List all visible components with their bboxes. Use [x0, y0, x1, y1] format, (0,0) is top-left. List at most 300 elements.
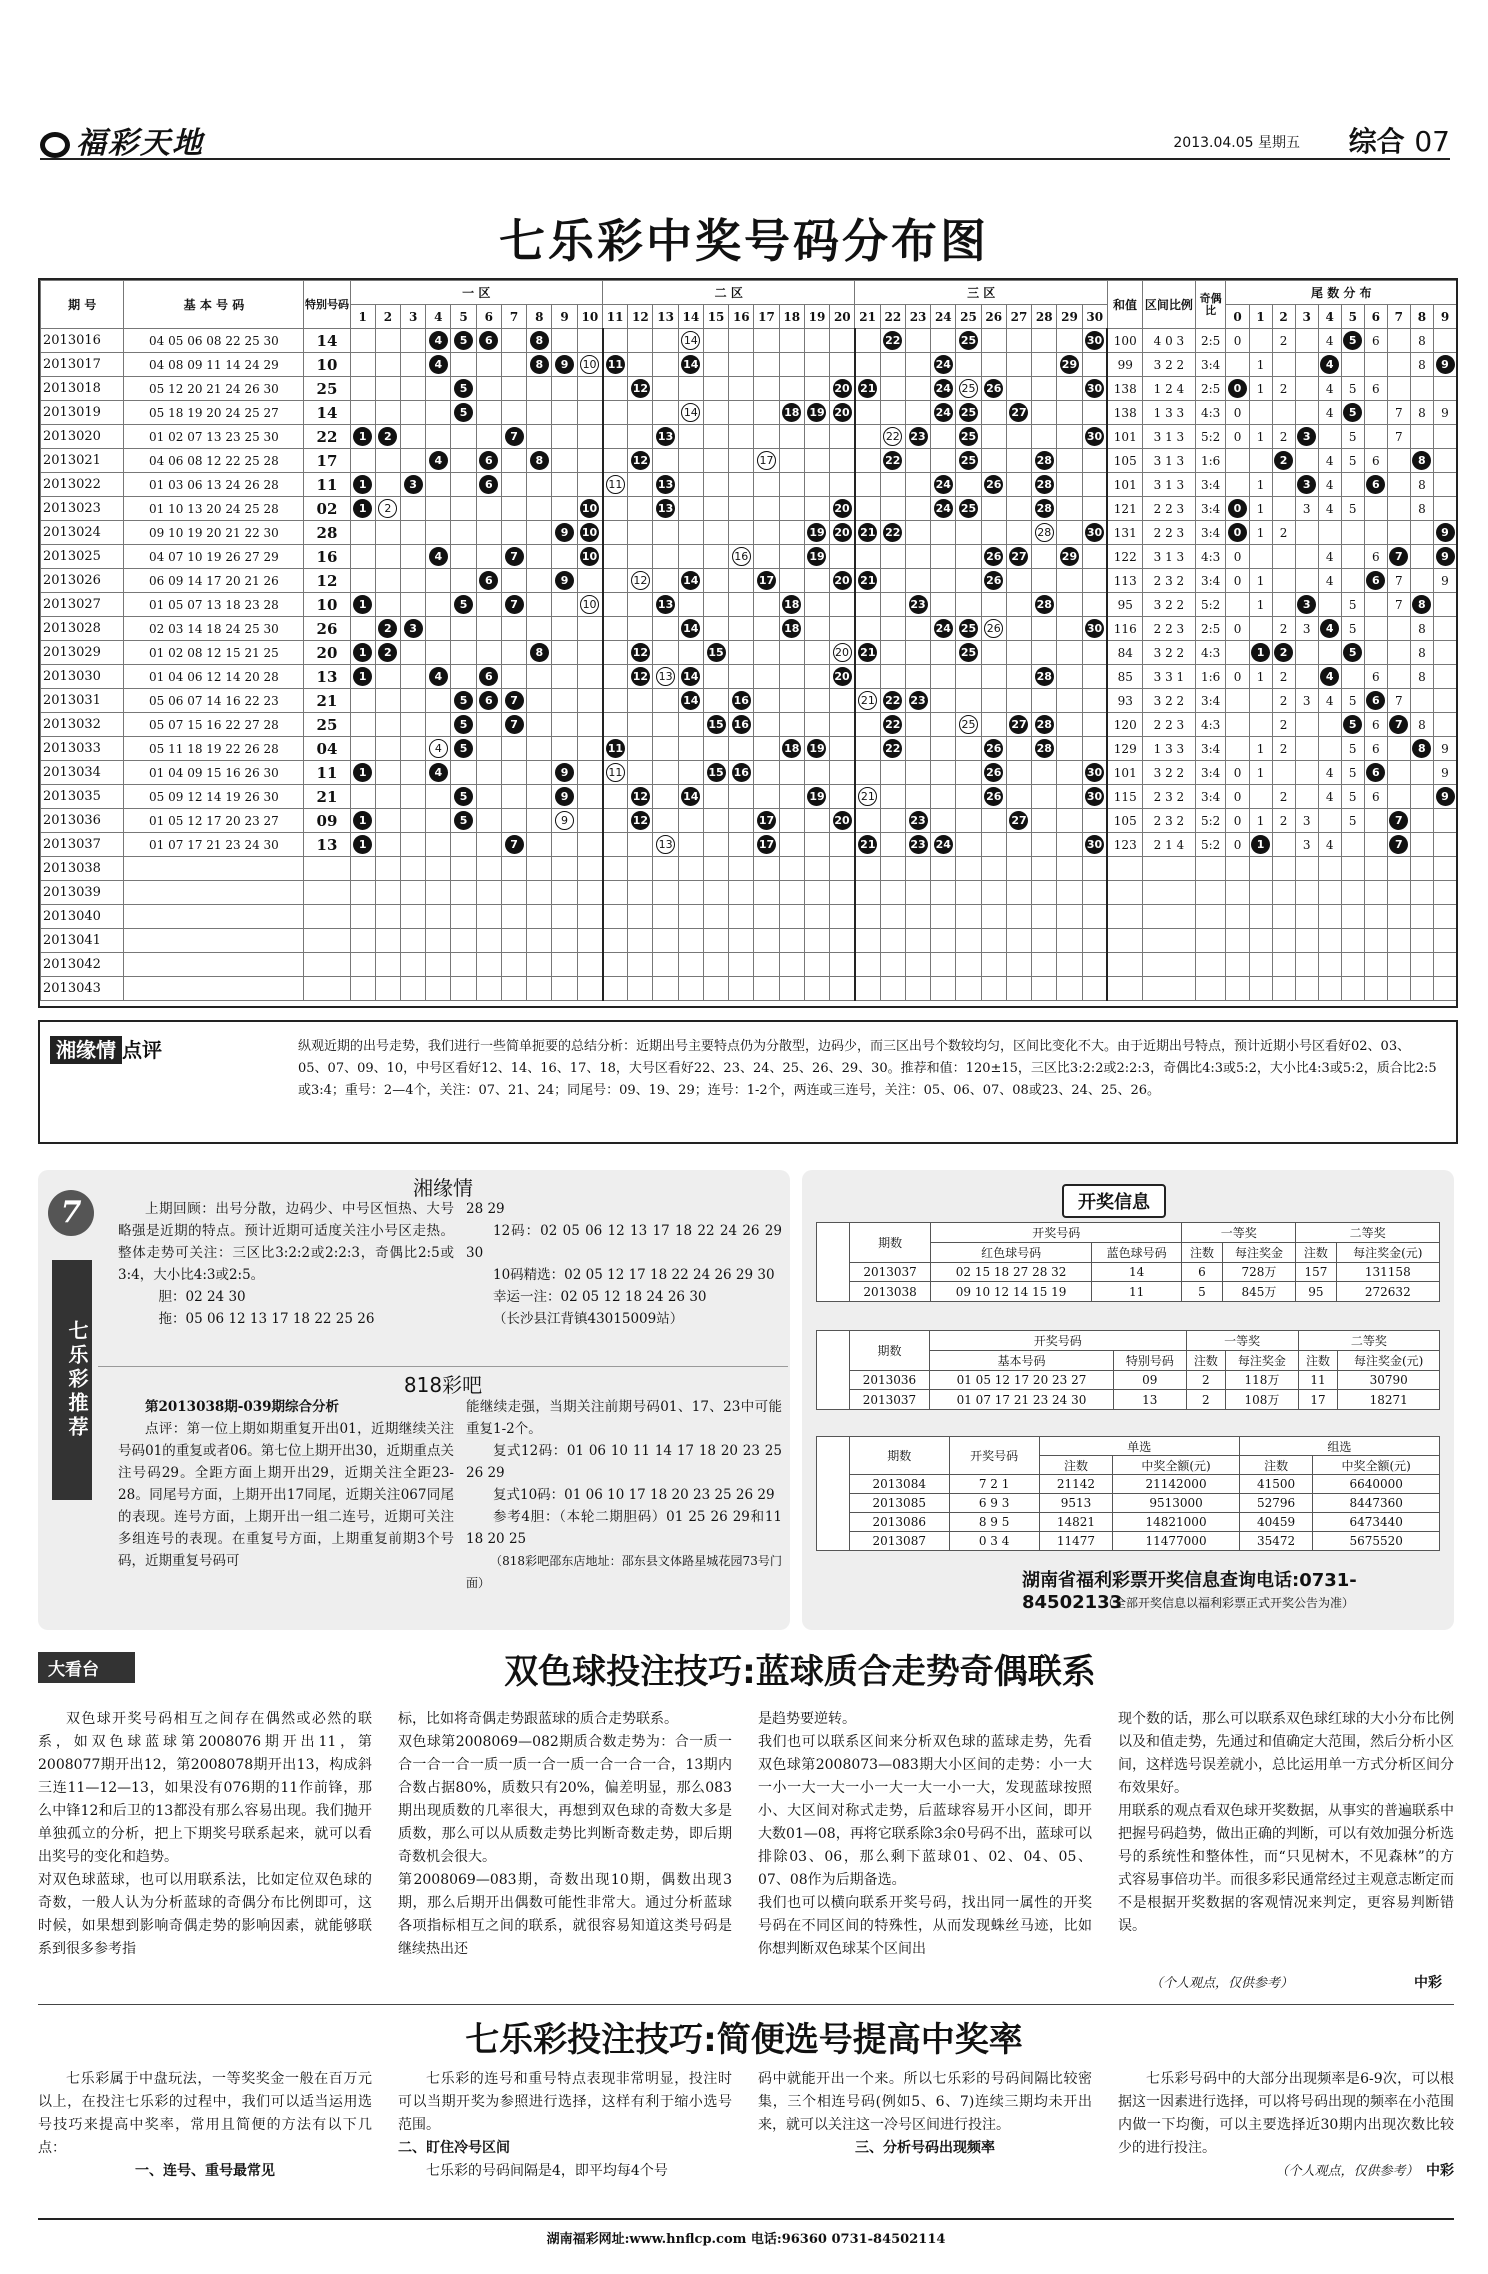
xyq-title: 湘缘情 [413, 1176, 473, 1200]
panel-side-label: 七乐彩推荐 [52, 1260, 92, 1500]
number-cell [855, 809, 880, 833]
col-tail: 尾 数 分 布 [1226, 281, 1457, 305]
tail-cell: 6 [1364, 329, 1387, 353]
draw-row [41, 329, 1457, 353]
tail-cell [1433, 497, 1456, 521]
drawn-ball-icon: 4 [429, 355, 448, 374]
drawn-ball-icon: 7 [505, 547, 524, 566]
number-cell [905, 977, 930, 1001]
odd-even-cell: 3:4 [1195, 689, 1226, 713]
drawn-ball-icon: 24 [934, 619, 953, 638]
number-cell [1032, 353, 1057, 377]
number-cell [754, 833, 779, 857]
drawn-ball-icon: 28 [1035, 451, 1054, 470]
tail-cell [1341, 401, 1364, 425]
sum-cell: 84 [1107, 641, 1142, 665]
number-cell [779, 617, 804, 641]
tail-cell: 2 [1272, 617, 1295, 641]
number-cell [678, 977, 703, 1001]
number-cell [1057, 857, 1082, 881]
number-cell [804, 545, 829, 569]
number-cell [653, 617, 678, 641]
tail-cell [1387, 713, 1410, 737]
number-cell [476, 353, 501, 377]
tail-cell [1272, 569, 1295, 593]
number-cell [628, 617, 653, 641]
number-cell [931, 545, 956, 569]
zone-ratio-cell: 1 3 3 [1143, 737, 1196, 761]
number-cell [628, 689, 653, 713]
number-cell [552, 641, 577, 665]
odd-even-cell: 2:5 [1195, 329, 1226, 353]
sum-cell: 131 [1107, 521, 1142, 545]
number-cell [880, 905, 905, 929]
number-cell [804, 737, 829, 761]
sum-cell: 129 [1107, 737, 1142, 761]
number-cell [855, 857, 880, 881]
drawn-ball-icon: 5 [454, 331, 473, 350]
tail-cell: 9 [1433, 737, 1456, 761]
drawn-ball-icon: 20 [833, 571, 852, 590]
drawn-ball-icon: 4 [429, 451, 448, 470]
tail-cell [1387, 833, 1410, 857]
tail-cell: 0 [1226, 425, 1249, 449]
tail-cell [1341, 833, 1364, 857]
number-cell [729, 881, 754, 905]
tail-cell [1318, 953, 1341, 977]
number-cell [603, 617, 628, 641]
number-cell [426, 953, 451, 977]
number-cell [628, 569, 653, 593]
tail-cell: 1 [1249, 497, 1272, 521]
number-cell [577, 425, 602, 449]
number-cell [552, 545, 577, 569]
tail-cell [1249, 857, 1272, 881]
ball-number-header: 15 [703, 305, 728, 329]
tail-cell [1295, 593, 1318, 617]
drawn-ball-icon: 14 [681, 787, 700, 806]
number-cell [1082, 833, 1107, 857]
tail-cell [1364, 497, 1387, 521]
tail-cell [1341, 641, 1364, 665]
tail-cell [1364, 833, 1387, 857]
number-cell [956, 737, 981, 761]
tail-cell [1272, 929, 1295, 953]
number-cell [754, 593, 779, 617]
number-cell [552, 713, 577, 737]
number-cell [1082, 641, 1107, 665]
number-cell [426, 689, 451, 713]
number-cell [527, 809, 552, 833]
tail-cell [1410, 425, 1433, 449]
number-cell [1006, 761, 1031, 785]
number-cell [350, 545, 375, 569]
number-cell [779, 905, 804, 929]
number-cell [1032, 449, 1057, 473]
tail-cell: 3 [1295, 809, 1318, 833]
number-cell [375, 689, 400, 713]
tail-cell [1249, 689, 1272, 713]
odd-even-cell: 3:4 [1195, 569, 1226, 593]
number-cell [1057, 353, 1082, 377]
drawn-ball-icon: 8 [530, 643, 549, 662]
number-cell [577, 449, 602, 473]
basic-numbers-cell: 06 09 14 17 20 21 26 [124, 569, 304, 593]
number-cell [1006, 785, 1031, 809]
sum-cell: 120 [1107, 713, 1142, 737]
number-cell [729, 617, 754, 641]
tail-cell: 4 [1318, 377, 1341, 401]
number-cell [628, 785, 653, 809]
number-cell [603, 425, 628, 449]
number-cell [855, 449, 880, 473]
number-cell [350, 857, 375, 881]
drawn-ball-icon: 24 [934, 403, 953, 422]
number-cell [552, 425, 577, 449]
number-cell [678, 809, 703, 833]
number-cell [779, 401, 804, 425]
b818-title: 818彩吧 [98, 1366, 788, 1398]
tail-cell [1295, 377, 1318, 401]
drawn-ball-icon: 30 [1085, 787, 1104, 806]
number-cell [375, 377, 400, 401]
number-cell [981, 713, 1006, 737]
special-number-cell: 25 [304, 377, 350, 401]
tail-cell: 2 [1272, 329, 1295, 353]
tail-cell [1318, 353, 1341, 377]
tail-cell [1226, 497, 1249, 521]
number-cell [1032, 665, 1057, 689]
number-cell [729, 713, 754, 737]
logo-icon [40, 132, 70, 158]
number-cell [628, 713, 653, 737]
number-cell [956, 569, 981, 593]
number-cell [754, 785, 779, 809]
tail-cell [1318, 929, 1341, 953]
number-cell [653, 881, 678, 905]
odd-even-cell: 2:5 [1195, 617, 1226, 641]
ball-number-header: 13 [653, 305, 678, 329]
tail-cell: 1 [1249, 569, 1272, 593]
number-cell [1032, 761, 1057, 785]
special-number-cell: 10 [304, 593, 350, 617]
number-cell [577, 929, 602, 953]
drawn-ball-icon: 15 [707, 763, 726, 782]
masthead [40, 118, 1450, 160]
number-cell [653, 785, 678, 809]
number-cell [703, 329, 728, 353]
number-cell [956, 353, 981, 377]
number-cell [1057, 785, 1082, 809]
number-cell [577, 497, 602, 521]
drawn-ball-icon: 21 [858, 379, 877, 398]
number-cell [476, 329, 501, 353]
special-ball-icon: 14 [681, 403, 700, 422]
number-cell [678, 473, 703, 497]
tail-cell [1410, 545, 1433, 569]
drawn-ball-icon: 6 [479, 331, 498, 350]
number-cell [905, 425, 930, 449]
tail-cell [1387, 353, 1410, 377]
drawn-ball-icon: 30 [1085, 427, 1104, 446]
number-cell [451, 593, 476, 617]
tail-cell [1387, 905, 1410, 929]
number-cell [931, 377, 956, 401]
number-cell [653, 497, 678, 521]
number-cell [375, 617, 400, 641]
issue-cell: 2013032 [41, 713, 124, 737]
tail-cell: 4 [1318, 545, 1341, 569]
tail-cell: 5 [1341, 617, 1364, 641]
ball-number-header: 20 [830, 305, 855, 329]
tail-cell [1410, 857, 1433, 881]
ball-number-header: 1 [350, 305, 375, 329]
number-cell [905, 905, 930, 929]
number-cell [603, 545, 628, 569]
number-cell [855, 761, 880, 785]
number-cell [956, 617, 981, 641]
repeat-tail-icon: 0 [1228, 379, 1247, 398]
tail-cell [1341, 713, 1364, 737]
article-tag: 大看台 [38, 1652, 135, 1683]
tail-cell [1226, 857, 1249, 881]
number-cell [350, 377, 375, 401]
tail-cell [1364, 977, 1387, 1001]
number-cell [401, 689, 426, 713]
draw-row [41, 785, 1457, 809]
tail-cell [1341, 977, 1364, 1001]
newspaper-logo: 福彩天地 [40, 118, 204, 162]
ball-number-header: 27 [1006, 305, 1031, 329]
tail-cell: 4 [1318, 449, 1341, 473]
special-ball-icon: 21 [858, 787, 877, 806]
drawn-ball-icon: 8 [530, 331, 549, 350]
number-cell [350, 713, 375, 737]
tail-cell: 4 [1318, 761, 1341, 785]
number-cell [577, 521, 602, 545]
number-cell [1082, 617, 1107, 641]
number-cell [703, 713, 728, 737]
number-cell [451, 497, 476, 521]
drawn-ball-icon: 30 [1085, 523, 1104, 542]
number-cell [956, 545, 981, 569]
number-cell [703, 977, 728, 1001]
number-cell [501, 617, 526, 641]
number-cell [628, 401, 653, 425]
sum-cell: 100 [1107, 329, 1142, 353]
number-cell [931, 473, 956, 497]
tail-cell [1295, 929, 1318, 953]
drawn-ball-icon: 12 [631, 451, 650, 470]
number-cell [804, 761, 829, 785]
section-label: 综合 07 [1348, 125, 1450, 158]
number-cell [855, 545, 880, 569]
number-cell [577, 713, 602, 737]
tail-cell: 7 [1387, 569, 1410, 593]
draw-row [41, 377, 1457, 401]
number-cell [880, 569, 905, 593]
issue-cell: 2013033 [41, 737, 124, 761]
number-cell [552, 329, 577, 353]
number-cell [779, 425, 804, 449]
number-cell [501, 713, 526, 737]
number-cell [552, 449, 577, 473]
number-cell [653, 809, 678, 833]
tail-cell [1318, 521, 1341, 545]
prize-title: 开奖信息 [1062, 1184, 1166, 1218]
special-number-cell: 12 [304, 569, 350, 593]
number-cell [754, 353, 779, 377]
tail-cell [1387, 449, 1410, 473]
number-cell [703, 449, 728, 473]
number-cell [653, 449, 678, 473]
drawn-ball-icon: 25 [959, 451, 978, 470]
number-cell [1032, 401, 1057, 425]
tail-cell [1318, 617, 1341, 641]
drawn-ball-icon: 8 [530, 355, 549, 374]
sum-cell: 93 [1107, 689, 1142, 713]
sum-cell: 123 [1107, 833, 1142, 857]
tail-cell [1272, 473, 1295, 497]
number-cell [653, 689, 678, 713]
sum-cell: 85 [1107, 665, 1142, 689]
number-cell [603, 401, 628, 425]
number-cell [703, 425, 728, 449]
number-cell [426, 905, 451, 929]
number-cell [855, 833, 880, 857]
number-cell [855, 665, 880, 689]
number-cell [779, 977, 804, 1001]
number-cell [754, 713, 779, 737]
number-cell [476, 905, 501, 929]
number-cell [350, 737, 375, 761]
drawn-ball-icon: 24 [934, 835, 953, 854]
number-cell [931, 329, 956, 353]
number-cell [1057, 593, 1082, 617]
distribution-grid [40, 280, 1457, 1001]
drawn-ball-icon: 7 [505, 691, 524, 710]
tail-cell [1249, 929, 1272, 953]
number-cell [855, 953, 880, 977]
odd-even-cell: 4:3 [1195, 713, 1226, 737]
number-cell [401, 857, 426, 881]
tail-cell [1295, 401, 1318, 425]
zone-ratio-cell [1143, 857, 1196, 881]
number-cell [981, 449, 1006, 473]
basic-numbers-cell: 05 11 18 19 22 26 28 [124, 737, 304, 761]
draw-row [41, 857, 1457, 881]
prize-hotline: 湖南省福利彩票开奖信息查询电话:0731-84502133 [1022, 1570, 1357, 1613]
number-cell [401, 809, 426, 833]
number-cell [1032, 521, 1057, 545]
number-cell [880, 617, 905, 641]
sum-cell [1107, 929, 1142, 953]
number-cell [779, 449, 804, 473]
number-cell [804, 977, 829, 1001]
draw-row [41, 401, 1457, 425]
number-cell [375, 977, 400, 1001]
number-cell [981, 593, 1006, 617]
number-cell [880, 377, 905, 401]
tail-cell [1226, 593, 1249, 617]
number-cell [1032, 929, 1057, 953]
drawn-ball-icon: 20 [833, 499, 852, 518]
number-cell [451, 785, 476, 809]
number-cell [476, 545, 501, 569]
tail-cell: 1 [1249, 593, 1272, 617]
tail-cell: 2 [1272, 737, 1295, 761]
number-cell [350, 353, 375, 377]
number-cell [880, 929, 905, 953]
tail-cell [1249, 953, 1272, 977]
number-cell [1006, 857, 1031, 881]
number-cell [804, 953, 829, 977]
number-cell [476, 521, 501, 545]
number-cell [880, 401, 905, 425]
tail-cell [1410, 809, 1433, 833]
number-cell [552, 809, 577, 833]
tail-cell [1249, 833, 1272, 857]
number-cell [703, 593, 728, 617]
number-cell [956, 473, 981, 497]
number-cell [804, 377, 829, 401]
number-cell [804, 353, 829, 377]
special-number-cell [304, 881, 350, 905]
ball-number-header: 24 [931, 305, 956, 329]
number-cell [1057, 737, 1082, 761]
number-cell [401, 497, 426, 521]
drawn-ball-icon: 21 [858, 571, 877, 590]
tail-cell: 2 [1272, 689, 1295, 713]
number-cell [981, 329, 1006, 353]
tail-cell [1318, 665, 1341, 689]
tail-cell: 5 [1341, 449, 1364, 473]
tail-cell [1387, 377, 1410, 401]
number-cell [653, 665, 678, 689]
number-cell [981, 617, 1006, 641]
tail-cell: 2 [1272, 665, 1295, 689]
drawn-ball-icon: 30 [1085, 835, 1104, 854]
number-cell [451, 953, 476, 977]
number-cell [905, 353, 930, 377]
number-cell [527, 977, 552, 1001]
number-cell [501, 521, 526, 545]
number-cell [501, 953, 526, 977]
drawn-ball-icon: 13 [656, 427, 675, 446]
number-cell [375, 713, 400, 737]
tail-cell [1318, 977, 1341, 1001]
drawn-ball-icon: 18 [782, 739, 801, 758]
number-cell [375, 545, 400, 569]
article2-col3: 码中就能开出一个来。所以七乐彩的号码间隔比较密集，三个相连号码(例如5、6、7)连续三期均未开出来，就可以关注这一冷号区间进行投注。 三、分析号码出现频率 [758, 2071, 1092, 2156]
number-cell [350, 665, 375, 689]
number-cell [527, 713, 552, 737]
number-cell [350, 521, 375, 545]
number-cell [931, 497, 956, 521]
number-cell [855, 641, 880, 665]
drawn-ball-icon: 7 [505, 595, 524, 614]
number-cell [1032, 425, 1057, 449]
number-cell [931, 449, 956, 473]
special-ball-icon: 13 [656, 835, 675, 854]
number-cell [678, 761, 703, 785]
drawn-ball-icon: 15 [707, 643, 726, 662]
number-cell [729, 329, 754, 353]
special-ball-icon: 10 [580, 355, 599, 374]
number-cell [855, 713, 880, 737]
number-cell [451, 353, 476, 377]
number-cell [451, 569, 476, 593]
